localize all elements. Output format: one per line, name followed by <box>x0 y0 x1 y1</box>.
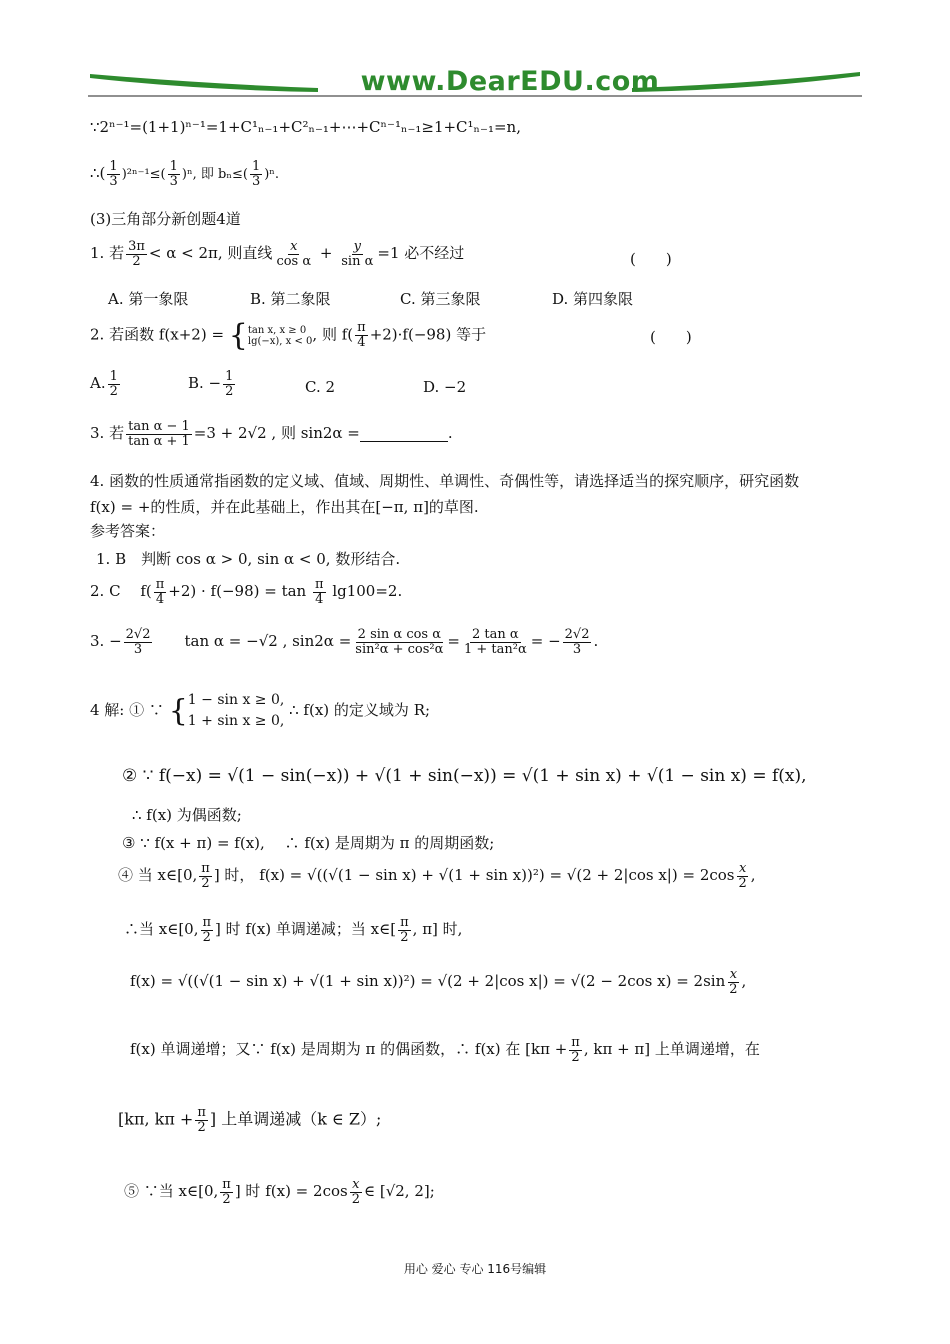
q1-option-c: C. 第三象限 <box>400 290 481 308</box>
answer-4-part-7: f(x) 单调递增；又∵ f(x) 是周期为 π 的偶函数，∴ f(x) 在 [kπ + $\frac{\pi}{2}$ , kπ + π] 上单调递增，在 <box>130 1035 760 1065</box>
q2-option-c: C. 2 <box>305 378 336 396</box>
answer-4-part-4: ④ 当 x∈[0, $\frac{\pi}{2}$ ] 时， f(x) = √((√(1 − sin x) + √(1 + sin x))²) = √(2 + 2|cos x|) = 2cos $\frac{x}{2}$ , <box>118 861 756 891</box>
q2-option-b: B. − $\frac{1}{2}$ <box>188 369 234 399</box>
answer-4-part-2b: ∴ f(x) 为偶函数; <box>132 806 242 824</box>
question-4-line-1: 4. 函数的性质通常指函数的定义域、值域、周期性、单调性、奇偶性等，请选择适当的探究顺序，研究函数 <box>90 472 800 490</box>
question-1: 1. 若 $\frac{3\pi}{2}$ < α < 2π, 则直线 $\frac{x}{\text{cos α}}$ + $\frac{y}{\text{sin α}}$ =1 必不经过 <box>90 239 465 269</box>
answer-4-part-6: f(x) = √((√(1 − sin x) + √(1 + sin x))²) = √(2 + 2|cos x|) = √(2 − 2cos x) = 2sin $\frac{x}{2}$ , <box>130 967 747 997</box>
question-2: 2. 若函数 f(x+2) = { tan x, x ≥ 0 lg(−x), x < 0 , 则 f( $\frac{\pi}{4}$ +2)·f(−98) 等于 <box>90 318 487 353</box>
proof-line-2: ∴( $\frac{1}{3}$ )²ⁿ⁻¹≤( $\frac{1}{3}$ )ⁿ, 即 bₙ≤( $\frac{1}{3}$ )ⁿ. <box>90 159 280 189</box>
q2-answer-paren: ( ) <box>650 328 692 346</box>
q2-option-a: A. $\frac{1}{2}$ <box>90 369 118 399</box>
site-logo[interactable]: www.DearEDU.com <box>360 66 660 97</box>
answer-4-part-9: ⑤ ∵当 x∈[0, $\frac{\pi}{2}$ ] 时 f(x) = 2cos $\frac{x}{2}$ ∈ [√2, 2]; <box>124 1177 435 1207</box>
answer-3: 3. − $\frac{2√2}{3}$ tan α = −√2 , sin2α = $\frac{\text{2 sin α cos α}}{\text{sin²α + cos²α}}$ = $\frac{\text{2 tan α}}{\text{1 + tan²α}}$ = − $\frac{2√2}{3}$ . <box>90 627 599 657</box>
question-4-line-2: f(x) = +的性质，并在此基础上，作出其在[−π, π]的草图. <box>90 498 479 516</box>
answers-title: 参考答案： <box>90 522 166 540</box>
header-banner <box>88 62 862 102</box>
answer-4-part-2: ② ∵ f(−x) = √(1 − sin(−x)) + √(1 + sin(−x)) = √(1 + sin x) + √(1 − sin x) = f(x), <box>122 766 807 786</box>
q1-answer-paren: ( ) <box>630 250 672 268</box>
proof-line-1: ∵2ⁿ⁻¹=(1+1)ⁿ⁻¹=1+C¹ₙ₋₁+C²ₙ₋₁+⋯+Cⁿ⁻¹ₙ₋₁≥1+C¹ₙ₋₁=n, <box>90 118 521 136</box>
answer-4-part-5: ∴当 x∈[0, $\frac{\pi}{2}$ ] 时 f(x) 单调递减；当 x∈[ $\frac{\pi}{2}$ , π] 时, <box>124 915 463 945</box>
answer-4-part-3: ③ ∵ f(x + π) = f(x), ∴ f(x) 是周期为 π 的周期函数; <box>122 834 495 852</box>
q1-option-b: B. 第二象限 <box>250 290 331 308</box>
answer-1: 1. B 判断 cos α > 0, sin α < 0, 数形结合. <box>96 550 401 568</box>
q1-option-d: D. 第四象限 <box>552 290 634 308</box>
answer-4-part-8: [kπ, kπ + $\frac{\pi}{2}$ ] 上单调递减（k ∈ Z）; <box>118 1105 382 1135</box>
answer-blank <box>360 427 448 442</box>
question-3: 3. 若 $\frac{\text{tan α − 1}}{\text{tan α + 1}}$ =3 + 2√2 , 则 sin2α = . <box>90 419 453 449</box>
q2-option-d: D. −2 <box>423 378 467 396</box>
page-footer: 用心 爱心 专心 116号编辑 <box>403 1262 547 1276</box>
answer-4-part-1: 4 解: ① ∵ { 1 − sin x ≥ 0, 1 + sin x ≥ 0, ∴ f(x) 的定义域为 R; <box>90 692 431 729</box>
section-title: (3)三角部分新创题4道 <box>90 210 241 228</box>
answer-2: 2. C f( $\frac{\pi}{4}$ +2) · f(−98) = tan $\frac{\pi}{4}$ lg100=2. <box>90 577 403 607</box>
q1-option-a: A. 第一象限 <box>108 290 189 308</box>
